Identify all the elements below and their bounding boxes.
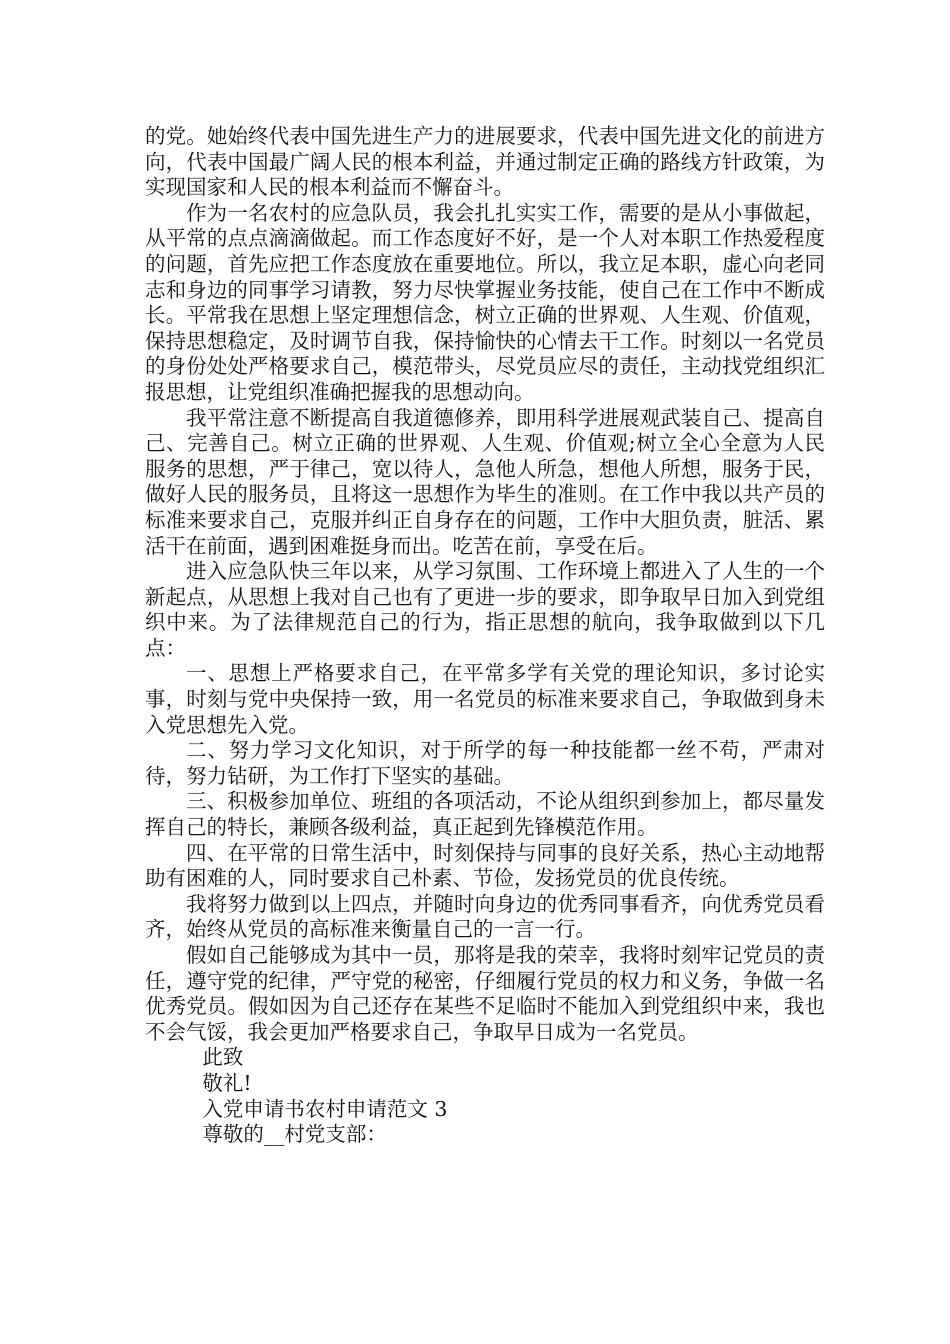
closing-regards: 敬礼! <box>202 1070 252 1095</box>
paragraph-intro: 的党。她始终代表中国先进生产力的进展要求，代表中国先进文化的前进方向，代表中国最广阔人民的根本利益，并通过制定正确的路线方针政策，为实现国家和人民的根本利益而不懈奋斗。 <box>145 124 825 200</box>
paragraph-commitment: 我将努力做到以上四点，并随时向身边的优秀同事看齐，向优秀党员看齐，始终从党员的高标准来衡量自己的一言一行。 <box>145 891 825 942</box>
paragraph-point-three: 三、积极参加单位、班组的各项活动，不论从组织到参加上，都尽量发挥自己的特长，兼顾各级利益，真正起到先锋模范作用。 <box>145 789 825 840</box>
paragraph-moral-cultivation: 我平常注意不断提高自我道德修养，即用科学进展观武装自己、提高自己、完善自己。树立正确的世界观、人生观、价值观;树立全心全意为人民服务的思想，严于律己，宽以待人，急他人所急，想他人所想，服务于民，做好人民的服务员，且将这一思想作为毕生的准则。在工作中我以共产员的标准来要求自己，克服并纠正自身存在的问题，工作中大胆负责，脏活、累活干在前面，遇到困难挺身而出。吃苦在前，享受在后。 <box>145 405 825 558</box>
next-sample-greeting: 尊敬的__村党支部： <box>202 1122 387 1147</box>
paragraph-point-four: 四、在平常的日常生活中，时刻保持与同事的良好关系，热心主动地帮助有困难的人，同时要求自己朴素、节俭，发扬党员的优良传统。 <box>145 840 825 891</box>
paragraph-point-two: 二、努力学习文化知识，对于所学的每一种技能都一丝不苟，严肃对待，努力钻研，为工作打下坚实的基础。 <box>145 738 825 788</box>
next-sample-title: 入党申请书农村申请范文 3 <box>202 1096 448 1121</box>
paragraph-point-one: 一、思想上严格要求自己，在平常多学有关党的理论知识，多讨论实事，时刻与党中央保持一致，用一名党员的标准来要求自己，争取做到身未入党思想先入党。 <box>145 661 825 737</box>
document-body <box>145 124 825 1148</box>
paragraph-conclusion: 假如自己能够成为其中一员，那将是我的荣幸，我将时刻牢记党员的责任，遵守党的纪律，严守党的秘密，仔细履行党员的权力和义务，争做一名优秀党员。假如因为自己还存在某些不足临时不能加入到党组织中来，我也不会气馁，我会更加严格要求自己，争取早日成为一名党员。 <box>145 943 825 1044</box>
closing-salutation: 此致 <box>202 1045 244 1070</box>
paragraph-work-attitude: 作为一名农村的应急队员，我会扎扎实实工作，需要的是从小事做起，从平常的点点滴滴做起。而工作态度好不好，是一个人对本职工作热爱程度的问题，首先应把工作态度放在重要地位。所以，我立足本职，虚心向老同志和身边的同事学习请教，努力尽快掌握业务技能，使自己在工作中不断成长。平常我在思想上坚定理想信念，树立正确的世界观、人生观、价值观，保持思想稳定，及时调节自我，保持愉快的心情去干工作。时刻以一名党员的身份处处严格要求自己，模范带头，尽党员应尽的责任，主动找党组织汇报思想，让党组织准确把握我的思想动向。 <box>145 200 825 404</box>
paragraph-emergency-team: 进入应急队快三年以来，从学习氛围、工作环境上都进入了人生的一个新起点，从思想上我对自己也有了更进一步的要求，即争取早日加入到党组织中来。为了法律规范自己的行为，指正思想的航向，我争取做到以下几点： <box>145 559 825 660</box>
